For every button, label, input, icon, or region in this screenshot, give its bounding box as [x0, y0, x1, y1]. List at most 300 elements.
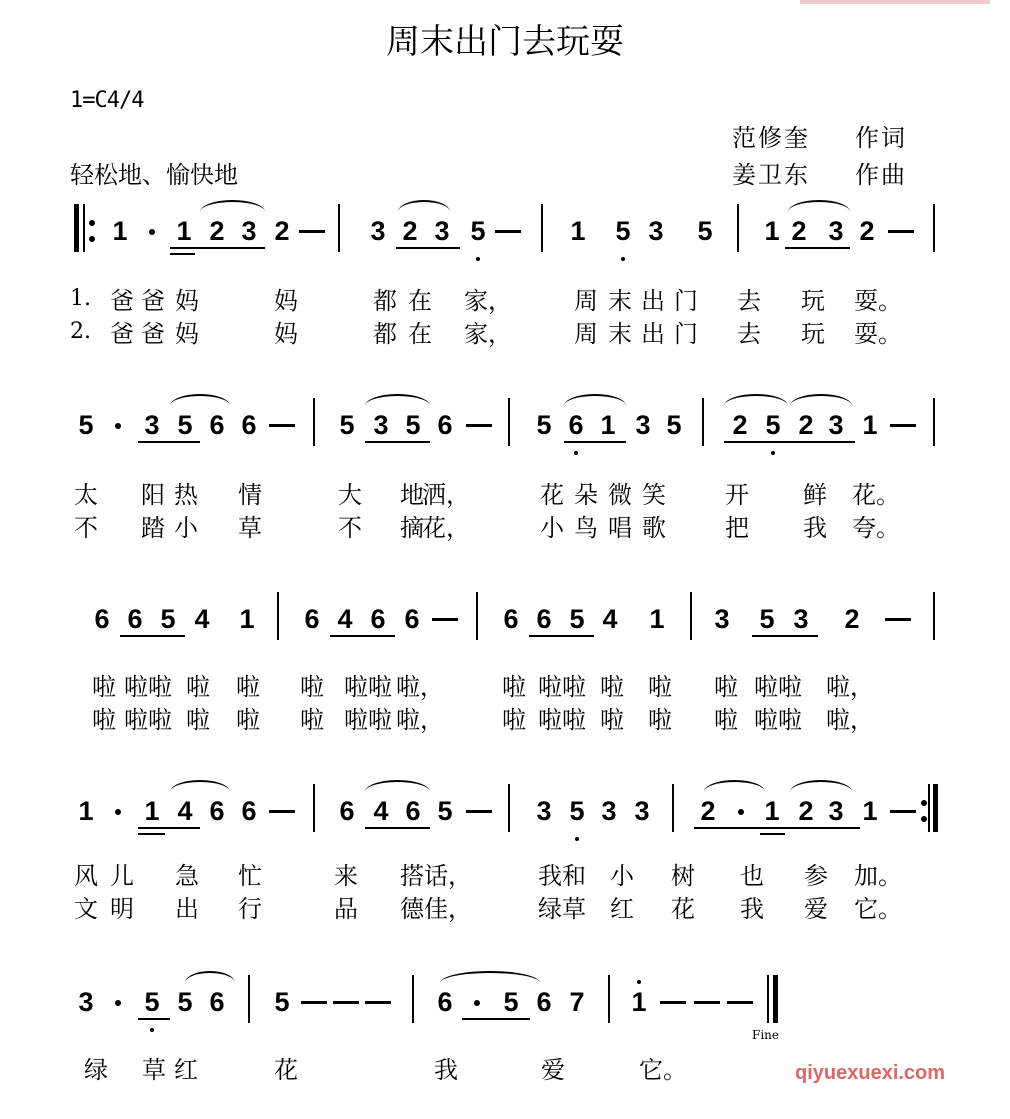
note-underline: [462, 1018, 530, 1020]
lyric-syllable: 唱: [608, 514, 632, 542]
note-3: 3: [434, 216, 450, 246]
lyric-syllable: 小: [610, 862, 634, 890]
note-3: 3: [634, 796, 650, 826]
lyric-syllable: 来: [334, 862, 358, 890]
lyric-syllable: 啦啦: [344, 673, 392, 701]
note-1: 1: [764, 796, 780, 826]
lyric-syllable: 我: [740, 895, 764, 923]
lyric-syllable: 玩: [801, 320, 825, 348]
note-5: 5: [177, 410, 193, 440]
repeat-start-thin: [83, 204, 85, 252]
lyric-syllable: 品: [334, 895, 358, 923]
lyric-syllable: 笑: [642, 481, 666, 509]
slur-arc: [170, 780, 230, 792]
lyric-syllable: 啦啦: [754, 673, 802, 701]
note-4: 4: [194, 604, 210, 634]
sustain-dash: [432, 618, 458, 621]
lyric-syllable: 地: [400, 481, 424, 509]
note-underline: [138, 833, 165, 835]
lyric-syllable: 情: [238, 481, 262, 509]
augmentation-dot: [149, 229, 155, 235]
slur-arc: [704, 780, 765, 792]
lyric-syllable: 德: [400, 895, 424, 923]
slur-arc: [440, 971, 540, 983]
lyric-syllable: 它。: [639, 1056, 687, 1084]
note-4: 4: [177, 796, 193, 826]
note-2: 2: [791, 216, 807, 246]
note-3: 3: [241, 216, 257, 246]
lyric-syllable: 树: [671, 862, 695, 890]
note-3: 3: [793, 604, 809, 634]
note-6: 6: [370, 604, 386, 634]
lyric-syllable: 花。: [852, 481, 900, 509]
sustain-dash: [365, 1001, 391, 1004]
lyric-syllable: 啦: [236, 706, 260, 734]
lyric-syllable: 妈: [274, 320, 298, 348]
slur-arc: [398, 200, 450, 212]
lyric-syllable: 绿: [84, 1056, 108, 1084]
barline: [933, 398, 935, 446]
slur-arc: [724, 394, 788, 406]
lyric-syllable: 洒，: [422, 481, 470, 509]
note-6: 6: [405, 796, 421, 826]
note-underline: [564, 441, 626, 443]
note-6: 6: [209, 410, 225, 440]
repeat-dot: [921, 800, 927, 806]
note-6: 6: [437, 410, 453, 440]
note-2: 2: [844, 604, 860, 634]
note-1: 1: [862, 410, 878, 440]
note-3: 3: [536, 796, 552, 826]
note-3: 3: [78, 987, 94, 1017]
barline: [476, 592, 478, 640]
lyric-syllable: 妈: [175, 287, 199, 315]
slur-arc: [200, 200, 265, 212]
lyric-syllable: 阳: [141, 481, 165, 509]
low-octave-dot: [476, 257, 480, 261]
note-5: 5: [78, 410, 94, 440]
slur-arc: [185, 971, 235, 983]
low-octave-dot: [574, 451, 578, 455]
note-5: 5: [177, 987, 193, 1017]
lyric-syllable: 出: [641, 287, 665, 315]
barline: [313, 398, 315, 446]
low-octave-dot: [771, 451, 775, 455]
note-5: 5: [569, 796, 585, 826]
composer-role: 作曲: [855, 161, 907, 189]
barline: [277, 592, 279, 640]
lyric-syllable: 把: [725, 514, 749, 542]
note-1: 1: [78, 796, 94, 826]
note-underline: [752, 635, 818, 637]
repeat-dot: [89, 236, 95, 242]
lyric-syllable: 我和: [538, 862, 586, 890]
augmentation-dot: [115, 1000, 121, 1006]
top-watermark-strip: [800, 0, 990, 4]
lyric-syllable: 耍。: [854, 287, 902, 315]
lyric-syllable: 草: [238, 514, 262, 542]
note-1: 1: [649, 604, 665, 634]
lyric-syllable: 都: [373, 287, 397, 315]
note-2: 2: [209, 216, 225, 246]
high-octave-dot: [637, 980, 641, 984]
lyric-syllable: 我: [803, 514, 827, 542]
repeat-end-thick: [933, 784, 938, 832]
lyric-syllable: 踏: [141, 514, 165, 542]
lyric-syllable: 鸟: [574, 514, 598, 542]
lyric-syllable: 搭: [400, 862, 424, 890]
sustain-dash: [269, 424, 295, 427]
sustain-dash: [888, 230, 914, 233]
lyric-syllable: 话，: [424, 862, 472, 890]
lyric-syllable: 啦: [300, 673, 324, 701]
lyric-syllable: 风: [74, 862, 98, 890]
verse-number: 1.: [70, 286, 91, 311]
note-underline: [138, 1018, 170, 1020]
lyric-syllable: 微: [608, 481, 632, 509]
barline: [690, 592, 692, 640]
lyric-syllable: 去: [737, 320, 761, 348]
note-7: 7: [569, 987, 585, 1017]
sustain-dash: [299, 230, 325, 233]
lyric-syllable: 啦: [92, 673, 116, 701]
lyric-syllable: 啦啦: [538, 706, 586, 734]
barline: [508, 784, 510, 832]
slur-arc: [788, 200, 850, 212]
note-4: 4: [373, 796, 389, 826]
final-thin: [767, 975, 769, 1023]
watermark-text: qiyuexuexi.com: [795, 1062, 946, 1084]
note-1: 1: [176, 216, 192, 246]
lyric-syllable: 儿: [110, 862, 134, 890]
lyric-syllable: 红: [610, 895, 634, 923]
lyric-syllable: 它。: [854, 895, 902, 923]
note-3: 3: [144, 410, 160, 440]
barline: [702, 398, 704, 446]
barline: [508, 398, 510, 446]
slur-arc: [365, 394, 430, 406]
note-6: 6: [503, 604, 519, 634]
lyric-syllable: 啦: [648, 673, 672, 701]
note-underline: [694, 827, 860, 829]
sustain-dash: [890, 424, 916, 427]
fine-marking: Fine: [752, 1028, 779, 1042]
lyric-syllable: 花，: [422, 514, 470, 542]
sustain-dash: [466, 424, 492, 427]
lyric-syllable: 耍。: [854, 320, 902, 348]
note-5: 5: [160, 604, 176, 634]
lyric-syllable: 啦啦: [124, 673, 172, 701]
note-6: 6: [536, 987, 552, 1017]
sustain-dash: [727, 1001, 753, 1004]
note-1: 1: [631, 987, 647, 1017]
note-1: 1: [144, 796, 160, 826]
lyric-syllable: 啦，: [396, 706, 444, 734]
slur-arc: [790, 394, 852, 406]
barline: [933, 592, 935, 640]
note-2: 2: [798, 796, 814, 826]
note-1: 1: [600, 410, 616, 440]
slur-arc: [170, 394, 230, 406]
lyric-syllable: 不: [74, 514, 98, 542]
lyric-syllable: 周: [574, 287, 598, 315]
lyric-syllable: 啦啦: [344, 706, 392, 734]
note-5: 5: [144, 987, 160, 1017]
lyric-syllable: 爸: [110, 287, 134, 315]
lyric-syllable: 鲜: [803, 481, 827, 509]
lyric-syllable: 开: [725, 481, 749, 509]
note-6: 6: [568, 410, 584, 440]
note-3: 3: [601, 796, 617, 826]
barline: [313, 784, 315, 832]
slur-arc: [790, 780, 852, 792]
note-underline: [170, 247, 265, 249]
note-5: 5: [274, 987, 290, 1017]
barline: [608, 975, 610, 1023]
note-5: 5: [536, 410, 552, 440]
lyric-syllable: 家，: [464, 287, 512, 315]
note-underline: [138, 827, 200, 829]
note-underline: [724, 441, 855, 443]
note-5: 5: [470, 216, 486, 246]
sustain-dash: [694, 1001, 720, 1004]
lyric-syllable: 摘: [400, 514, 424, 542]
lyric-syllable: 草: [142, 1056, 166, 1084]
note-underline: [170, 253, 195, 255]
note-3: 3: [370, 216, 386, 246]
note-2: 2: [700, 796, 716, 826]
lyric-syllable: 啦，: [396, 673, 444, 701]
lyric-syllable: 小: [174, 514, 198, 542]
lyric-syllable: 啦: [714, 673, 738, 701]
lyric-syllable: 爸: [141, 287, 165, 315]
note-5: 5: [759, 604, 775, 634]
lyricist-name: 范修奎: [732, 124, 810, 152]
note-6: 6: [241, 410, 257, 440]
lyric-syllable: 家，: [464, 320, 512, 348]
lyric-syllable: 啦: [186, 673, 210, 701]
barline: [933, 204, 935, 252]
lyric-syllable: 出: [641, 320, 665, 348]
note-1: 1: [862, 796, 878, 826]
lyric-syllable: 爸: [110, 320, 134, 348]
lyric-syllable: 啦: [236, 673, 260, 701]
lyric-syllable: 啦，: [826, 673, 874, 701]
repeat-dot: [921, 816, 927, 822]
lyric-syllable: 啦: [92, 706, 116, 734]
sustain-dash: [660, 1001, 686, 1004]
note-6: 6: [209, 987, 225, 1017]
key-signature: 1=C4/4: [70, 88, 144, 113]
note-underline: [330, 635, 395, 637]
low-octave-dot: [150, 1028, 154, 1032]
sustain-dash: [269, 810, 295, 813]
lyric-syllable: 在: [408, 287, 432, 315]
note-3: 3: [635, 410, 651, 440]
lyric-syllable: 门: [674, 320, 698, 348]
note-1: 1: [764, 216, 780, 246]
note-5: 5: [569, 604, 585, 634]
low-octave-dot: [621, 257, 625, 261]
barline: [541, 204, 543, 252]
lyric-syllable: 啦: [714, 706, 738, 734]
lyric-syllable: 绿草: [538, 895, 586, 923]
lyric-syllable: 啦啦: [754, 706, 802, 734]
note-underline: [760, 833, 785, 835]
lyric-syllable: 急: [175, 862, 199, 890]
repeat-dot: [89, 220, 95, 226]
lyric-syllable: 啦啦: [538, 673, 586, 701]
lyric-syllable: 都: [373, 320, 397, 348]
repeat-start-thick: [74, 204, 79, 252]
barline: [338, 204, 340, 252]
lyric-syllable: 在: [408, 320, 432, 348]
note-underline: [396, 247, 460, 249]
note-4: 4: [337, 604, 353, 634]
note-3: 3: [828, 796, 844, 826]
note-2: 2: [798, 410, 814, 440]
note-5: 5: [437, 796, 453, 826]
note-4: 4: [602, 604, 618, 634]
note-underline: [120, 635, 185, 637]
sustain-dash: [301, 1001, 327, 1004]
composer-name: 姜卫东: [732, 161, 810, 189]
sustain-dash: [885, 618, 911, 621]
note-6: 6: [127, 604, 143, 634]
lyric-syllable: 明: [110, 895, 134, 923]
repeat-end-thin: [928, 784, 930, 832]
lyric-syllable: 啦: [600, 706, 624, 734]
lyric-syllable: 夸。: [852, 514, 900, 542]
lyric-syllable: 朵: [574, 481, 598, 509]
lyric-syllable: 啦，: [826, 706, 874, 734]
sustain-dash: [466, 810, 492, 813]
note-5: 5: [697, 216, 713, 246]
final-thick: [773, 975, 778, 1023]
note-2: 2: [402, 216, 418, 246]
barline: [737, 204, 739, 252]
note-5: 5: [405, 410, 421, 440]
lyric-syllable: 爱: [541, 1056, 565, 1084]
note-underline: [529, 635, 594, 637]
barline: [672, 784, 674, 832]
note-underline: [785, 247, 850, 249]
lyric-syllable: 歌: [642, 514, 666, 542]
lyric-syllable: 小: [540, 514, 564, 542]
lyric-syllable: 行: [238, 895, 262, 923]
augmentation-dot: [474, 1000, 480, 1006]
lyric-syllable: 末: [608, 320, 632, 348]
lyric-syllable: 忙: [238, 862, 262, 890]
note-5: 5: [615, 216, 631, 246]
note-6: 6: [304, 604, 320, 634]
lyric-syllable: 啦: [502, 673, 526, 701]
lyric-syllable: 啦: [300, 706, 324, 734]
sustain-dash: [495, 230, 521, 233]
note-6: 6: [339, 796, 355, 826]
lyric-syllable: 爱: [804, 895, 828, 923]
lyric-syllable: 花: [274, 1056, 298, 1084]
lyric-syllable: 也: [740, 862, 764, 890]
note-6: 6: [94, 604, 110, 634]
note-3: 3: [373, 410, 389, 440]
lyric-syllable: 玩: [801, 287, 825, 315]
lyric-syllable: 周: [574, 320, 598, 348]
note-6: 6: [437, 987, 453, 1017]
lyric-syllable: 去: [737, 287, 761, 315]
lyric-syllable: 啦: [502, 706, 526, 734]
note-5: 5: [666, 410, 682, 440]
lyric-syllable: 出: [175, 895, 199, 923]
lyric-syllable: 啦: [648, 706, 672, 734]
note-5: 5: [503, 987, 519, 1017]
note-1: 1: [239, 604, 255, 634]
augmentation-dot: [115, 809, 121, 815]
note-6: 6: [209, 796, 225, 826]
lyric-syllable: 红: [174, 1056, 198, 1084]
lyric-syllable: 门: [674, 287, 698, 315]
lyric-syllable: 啦: [186, 706, 210, 734]
note-6: 6: [241, 796, 257, 826]
note-2: 2: [274, 216, 290, 246]
note-underline: [138, 441, 200, 443]
sustain-dash: [890, 810, 916, 813]
barline: [248, 975, 250, 1023]
slur-arc: [365, 780, 430, 792]
low-octave-dot: [575, 837, 579, 841]
lyric-syllable: 啦: [600, 673, 624, 701]
lyric-syllable: 花: [671, 895, 695, 923]
lyric-syllable: 文: [74, 895, 98, 923]
lyric-syllable: 加。: [854, 862, 902, 890]
slur-arc: [564, 394, 626, 406]
note-3: 3: [828, 410, 844, 440]
note-underline: [365, 441, 430, 443]
note-3: 3: [828, 216, 844, 246]
lyric-syllable: 花: [540, 481, 564, 509]
lyric-syllable: 参: [804, 862, 828, 890]
lyric-syllable: 妈: [175, 320, 199, 348]
note-6: 6: [536, 604, 552, 634]
lyric-syllable: 热: [174, 481, 198, 509]
note-5: 5: [765, 410, 781, 440]
note-2: 2: [732, 410, 748, 440]
note-1: 1: [570, 216, 586, 246]
note-6: 6: [404, 604, 420, 634]
song-title: 周末出门去玩耍: [386, 22, 624, 62]
lyric-syllable: 佳，: [424, 895, 472, 923]
verse-number: 2.: [70, 319, 91, 344]
lyric-syllable: 啦啦: [124, 706, 172, 734]
sustain-dash: [333, 1001, 359, 1004]
note-1: 1: [112, 216, 128, 246]
lyricist-role: 作词: [855, 124, 907, 152]
note-3: 3: [714, 604, 730, 634]
note-5: 5: [339, 410, 355, 440]
lyric-syllable: 我: [434, 1056, 458, 1084]
lyric-syllable: 不: [338, 514, 362, 542]
lyric-syllable: 末: [608, 287, 632, 315]
note-2: 2: [859, 216, 875, 246]
lyric-syllable: 大: [338, 481, 362, 509]
lyric-syllable: 妈: [274, 287, 298, 315]
augmentation-dot: [115, 423, 121, 429]
augmentation-dot: [738, 809, 744, 815]
note-underline: [365, 827, 430, 829]
tempo-marking: 轻松地、愉快地: [70, 161, 238, 189]
lyric-syllable: 爸: [141, 320, 165, 348]
lyric-syllable: 太: [74, 481, 98, 509]
